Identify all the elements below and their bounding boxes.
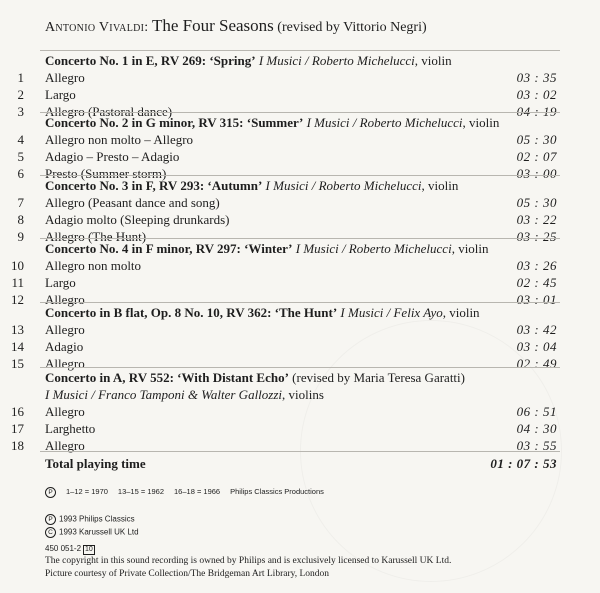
- instrument-note: (revised by Maria Teresa Garatti): [288, 370, 465, 385]
- instrument-note: , violin: [421, 178, 459, 193]
- track-time: 04 : 19: [516, 104, 557, 119]
- c-notice-text: 1993 Karussell UK Ltd: [59, 527, 139, 537]
- concerto-title: Concerto in A, RV 552: ‘With Distant Echo’: [45, 370, 289, 385]
- track-name: Allegro (The Hunt): [45, 229, 147, 244]
- track-number: 18: [11, 438, 24, 453]
- track-name: Adagio – Presto – Adagio: [45, 149, 180, 164]
- concerto-title: Concerto No. 2 in G minor, RV 315: ‘Summer’: [45, 115, 304, 130]
- concerto-divider: [40, 112, 560, 113]
- track-time: 05 : 30: [516, 195, 557, 210]
- track-number: 9: [17, 229, 24, 244]
- catalog-text: 450 051-2: [45, 544, 82, 553]
- concerto-divider: [40, 302, 560, 303]
- concerto-heading: [45, 178, 458, 194]
- track-number: 8: [17, 212, 24, 227]
- concerto-heading: [45, 241, 489, 257]
- performer-names: I Musici / Roberto Michelucci: [295, 241, 452, 256]
- track-number: 2: [17, 87, 24, 102]
- phonogram-icon: P: [45, 487, 56, 498]
- track-name: Allegro (Peasant dance and song): [45, 195, 220, 210]
- track-name: Larghetto: [45, 421, 96, 436]
- track-number: 6: [17, 166, 24, 181]
- pline-date-2: 13–15 = 1962: [117, 487, 165, 497]
- track-number: 5: [17, 149, 24, 164]
- concerto-heading: [45, 305, 480, 321]
- c-notice: [45, 527, 139, 538]
- track-time: 06 : 51: [516, 404, 557, 419]
- track-name: Allegro: [45, 356, 85, 371]
- track-row: [0, 322, 600, 339]
- track-row: [0, 70, 600, 87]
- concerto-performers: [292, 241, 488, 256]
- track-row: [0, 149, 600, 166]
- pline-date-3: 16–18 = 1966: [174, 487, 221, 497]
- track-time: 03 : 26: [516, 258, 557, 273]
- track-number: 7: [17, 195, 24, 210]
- track-name: Largo: [45, 87, 76, 102]
- track-name: Allegro: [45, 322, 85, 337]
- catalog-box: 10: [85, 546, 93, 553]
- track-number: 15: [11, 356, 24, 371]
- concerto-performers: [289, 370, 465, 385]
- track-time: 04 : 30: [516, 421, 557, 436]
- track-time: 03 : 04: [516, 339, 557, 354]
- concerto-heading: [45, 370, 465, 386]
- work-title: The Four Seasons: [151, 16, 274, 35]
- track-time: 03 : 00: [516, 166, 557, 181]
- track-name: Adagio molto (Sleeping drunkards): [45, 212, 230, 227]
- track-row: [0, 212, 600, 229]
- concerto-performers: [303, 115, 499, 130]
- concerto-performers-line: [45, 387, 324, 403]
- track-row: [0, 87, 600, 104]
- track-time: 03 : 22: [516, 212, 557, 227]
- track-time: 03 : 02: [516, 87, 557, 102]
- track-row: [0, 421, 600, 438]
- track-time: 02 : 07: [516, 149, 557, 164]
- copyright-icon: C: [45, 527, 56, 538]
- concerto-performers: [337, 305, 479, 320]
- track-time: 03 : 55: [516, 438, 557, 453]
- performer-names: I Musici / Roberto Michelucci: [265, 178, 422, 193]
- track-number: 14: [11, 339, 24, 354]
- concerto-title: Concerto in B flat, Op. 8 No. 10, RV 362: ‘The Hunt’: [45, 305, 338, 320]
- track-number: 4: [17, 132, 24, 147]
- instrument-note: , violins: [282, 387, 324, 402]
- track-row: [0, 258, 600, 275]
- track-name: Allegro (Pastoral dance): [45, 104, 173, 119]
- track-name: Allegro non molto – Allegro: [45, 132, 194, 147]
- performer-names: I Musici / Felix Ayo: [340, 305, 443, 320]
- track-number: 13: [11, 322, 24, 337]
- concerto-title: Concerto No. 4 in F minor, RV 297: ‘Winter’: [45, 241, 293, 256]
- track-number: 16: [11, 404, 24, 419]
- catalog-number: [45, 544, 95, 555]
- track-time: 03 : 35: [516, 70, 557, 85]
- concerto-heading: [45, 115, 499, 131]
- track-time: 02 : 45: [516, 275, 557, 290]
- track-time: 02 : 49: [516, 356, 557, 371]
- instrument-note: , violin: [451, 241, 489, 256]
- copyright-line-2: Picture courtesy of Private Collection/The Bridgeman Art Library, London: [45, 569, 330, 579]
- track-number: 3: [17, 104, 24, 119]
- track-number: 11: [11, 275, 24, 290]
- concerto-divider: [40, 50, 560, 51]
- page-title: [45, 16, 427, 36]
- concerto-divider: [40, 367, 560, 368]
- concerto-performers: [262, 178, 458, 193]
- track-row: [0, 275, 600, 292]
- copyright-line-1: The copyright in this sound recording is owned by Philips and is exclusively licensed to Karussell UK Ltd.: [45, 556, 452, 566]
- pline-label: Philips Classics Productions: [230, 487, 324, 497]
- instrument-note: , violin: [462, 115, 500, 130]
- phonogram-icon: P: [45, 514, 56, 525]
- total-divider: [40, 451, 560, 452]
- performer-names: I Musici / Roberto Michelucci: [258, 53, 415, 68]
- track-row: [0, 132, 600, 149]
- p-notice: [45, 514, 135, 525]
- total-label: Total playing time: [45, 456, 146, 471]
- track-row: [0, 339, 600, 356]
- track-row: [0, 404, 600, 421]
- track-row: [0, 195, 600, 212]
- concerto-title: Concerto No. 3 in F, RV 293: ‘Autumn’: [45, 178, 263, 193]
- total-time: 01 : 07 : 53: [490, 456, 557, 471]
- concerto-divider: [40, 175, 560, 176]
- track-time: 05 : 30: [516, 132, 557, 147]
- track-name: Adagio: [45, 339, 84, 354]
- track-time: 03 : 42: [516, 322, 557, 337]
- phonogram-line: [45, 487, 334, 498]
- pline-date-1: 1–12 = 1970: [66, 487, 108, 497]
- track-name: Largo: [45, 275, 76, 290]
- track-name: Allegro: [45, 70, 85, 85]
- track-name: Allegro: [45, 438, 85, 453]
- concerto-heading: [45, 53, 452, 69]
- track-row: [0, 438, 600, 455]
- title-note: (revised by Vittorio Negri): [277, 20, 427, 35]
- performer-names: I Musici / Franco Tamponi & Walter Gallozzi: [45, 387, 283, 402]
- concerto-divider: [40, 238, 560, 239]
- track-name: Presto (Summer storm): [45, 166, 167, 181]
- track-time: 03 : 25: [516, 229, 557, 244]
- concerto-performers: [256, 53, 452, 68]
- track-time: 03 : 01: [516, 292, 557, 307]
- track-number: 10: [11, 258, 24, 273]
- instrument-note: , violin: [414, 53, 452, 68]
- p-notice-text: 1993 Philips Classics: [59, 514, 135, 524]
- concerto-title: Concerto No. 1 in E, RV 269: ‘Spring’: [45, 53, 256, 68]
- performer-names: I Musici / Roberto Michelucci: [306, 115, 463, 130]
- composer-name: Antonio Vivaldi:: [45, 20, 149, 35]
- track-name: Allegro: [45, 292, 85, 307]
- track-number: 12: [11, 292, 24, 307]
- track-number: 17: [11, 421, 24, 436]
- track-name: Allegro: [45, 404, 85, 419]
- track-name: Allegro non molto: [45, 258, 142, 273]
- instrument-note: , violin: [442, 305, 480, 320]
- track-number: 1: [17, 70, 24, 85]
